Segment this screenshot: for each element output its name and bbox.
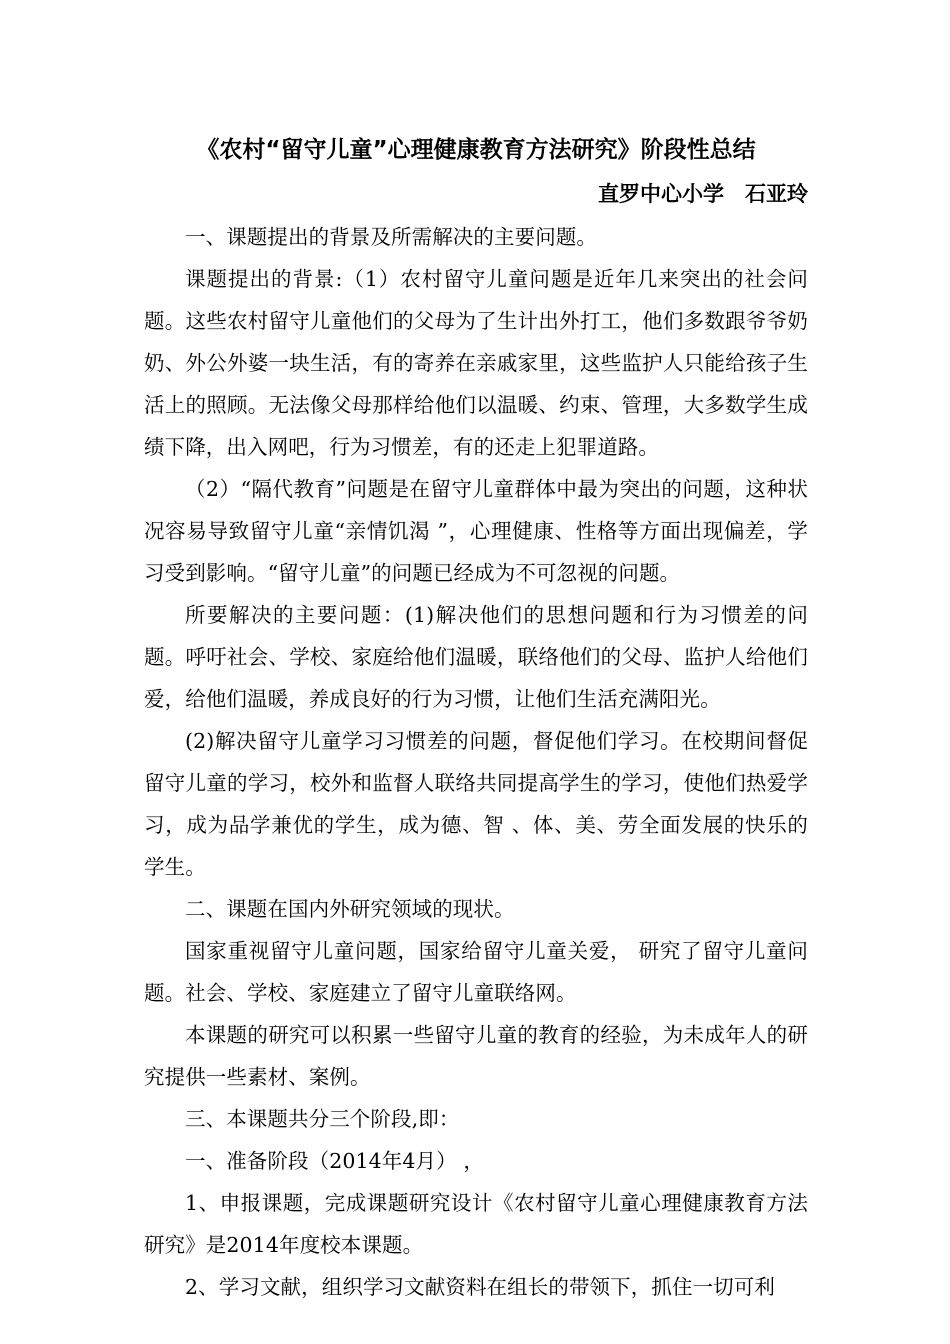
paragraph-background: 课题提出的背景:（1）农村留守儿童问题是近年几来突出的社会问题。这些农村留守儿童他们的父母为了生计出外打工，他们多数跟爷爷奶奶、外公外婆一块生活，有的寄养在亲戚家里，这些监护人只能给孩子生活上的照顾。无法像父母那样给他们以温暖、约束、管理，大多数学生成绩下降，出入网吧，行为习惯差，有的还走上犯罪道路。 (144, 267, 808, 459)
document-author: 直罗中心小学 石亚玲 (598, 182, 808, 206)
section-heading-background: 一、课题提出的背景及所需解决的主要问题。 (185, 225, 597, 249)
section-heading-stages: 三、本课题共分三个阶段,即： (185, 1107, 460, 1131)
document-title: 《农村“留守儿童”心理健康教育方法研究》阶段性总结 (196, 137, 756, 163)
paragraph-step-apply: 1、申报课题，完成课题研究设计《农村留守儿童心理健康教育方法研究》是2014年度校本课题。 (144, 1191, 808, 1257)
paragraph-main-problems: 所要解决的主要问题：(1)解决他们的思想问题和行为习惯差的问题。呼吁社会、学校、家庭给他们温暖，联络他们的父母、监护人给他们爱，给他们温暖，养成良好的行为习惯，让他们生活充满阳光。 (144, 603, 808, 711)
section-heading-research-status: 二、课题在国内外研究领域的现状。 (185, 897, 515, 921)
paragraph-national-attention: 国家重视留守儿童问题，国家给留守儿童关爱， 研究了留守儿童问题。社会、学校、家庭建立了留守儿童联络网。 (144, 939, 808, 1005)
paragraph-study-habits: (2)解决留守儿童学习习惯差的问题，督促他们学习。在校期间督促留守儿童的学习，校外和监督人联络共同提高学生的学习，使他们热爱学习，成为品学兼优的学生，成为德、智 、体、美、劳全面发展的快乐的学生。 (144, 729, 808, 879)
paragraph-step-literature: 2、学习文献，组织学习文献资料在组长的带领下，抓住一切可利 (185, 1275, 775, 1299)
paragraph-research-value: 本课题的研究可以积累一些留守儿童的教育的经验，为未成年人的研究提供一些素材、案例。 (144, 1023, 808, 1089)
paragraph-generation-education: （2）“隔代教育”问题是在留守儿童群体中最为突出的问题，这种状况容易导致留守儿童“亲情饥渴 ”，心理健康、性格等方面出现偏差，学习受到影响。“留守儿童”的问题已经成为不可忽视的问题。 (144, 477, 808, 585)
paragraph-preparation-stage: 一、准备阶段（2014年4月） ， (185, 1149, 484, 1173)
document-body (144, 128, 808, 1308)
